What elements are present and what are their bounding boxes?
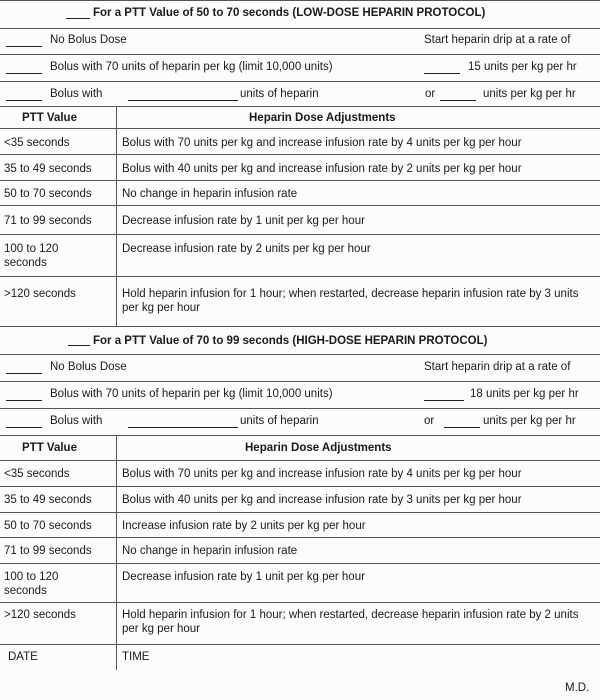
column-divider <box>116 181 117 205</box>
time-field[interactable]: TIME <box>122 651 150 663</box>
high-no-bolus-row <box>0 355 600 382</box>
dose-adjustment: Decrease infusion rate by 2 units per kg per hour <box>122 243 371 255</box>
high-bolus-custom-checkbox-blank[interactable] <box>6 427 42 428</box>
md-signature-label: M.D. <box>565 682 590 694</box>
low-table-header <box>0 107 600 129</box>
table-row <box>0 155 600 181</box>
column-divider <box>116 538 117 563</box>
dose-adjustment: No change in heparin infusion rate <box>122 545 298 557</box>
table-row <box>0 513 600 538</box>
table-row <box>0 235 600 277</box>
ptt-value: 35 to 49 seconds <box>4 163 92 175</box>
dose-adjustment: Bolus with 70 units per kg and increase infusion rate by 4 units per kg per hour <box>122 468 522 480</box>
ptt-value: 100 to 120 seconds <box>4 571 59 597</box>
high-title-row <box>0 327 600 355</box>
ptt-value: 71 to 99 seconds <box>4 215 92 227</box>
table-row <box>0 461 600 487</box>
column-divider <box>116 461 117 486</box>
low-title-row <box>0 0 600 29</box>
dose-adjustment: Bolus with 70 units per kg and increase infusion rate by 4 units per kg per hour <box>122 137 522 149</box>
low-bolus-units-field[interactable] <box>128 100 238 101</box>
low-bolus-with-label: Bolus with <box>50 88 103 100</box>
high-column-divider <box>116 436 117 460</box>
high-or-label: or <box>424 415 435 427</box>
high-no-bolus-label: No Bolus Dose <box>50 361 127 373</box>
low-no-bolus-label: No Bolus Dose <box>50 34 127 46</box>
column-divider <box>116 155 117 180</box>
high-title-blank[interactable] <box>68 345 90 346</box>
table-row <box>0 487 600 513</box>
low-rate-value: 15 units per kg per hr <box>468 61 577 73</box>
high-no-bolus-checkbox-blank[interactable] <box>6 373 42 374</box>
low-bolus-70-label: Bolus with 70 units of heparin per kg (limit 10,000 units) <box>50 61 333 73</box>
dose-adjustment: No change in heparin infusion rate <box>122 188 298 200</box>
low-col-ptt: PTT Value <box>22 112 77 124</box>
high-units-per-kg-hr-label: units per kg per hr <box>483 415 576 427</box>
high-rate-checkbox-blank[interactable] <box>424 400 464 401</box>
low-start-drip-label: Start heparin drip at a rate of <box>424 34 571 46</box>
low-title-blank[interactable] <box>66 18 90 19</box>
high-bolus-custom-row <box>0 409 600 436</box>
high-start-drip-label: Start heparin drip at a rate of <box>424 361 571 373</box>
table-row <box>0 181 600 206</box>
low-bolus-70-row <box>0 55 600 82</box>
column-divider <box>116 564 117 602</box>
signature-footer <box>0 645 600 700</box>
low-section-title: For a PTT Value of 50 to 70 seconds (LOW-DOSE HEPARIN PROTOCOL) <box>93 7 486 19</box>
low-units-per-kg-hr-label: units per kg per hr <box>483 88 576 100</box>
column-divider <box>116 277 117 326</box>
table-row <box>0 277 600 327</box>
table-row <box>0 129 600 155</box>
low-custom-rate-field[interactable] <box>440 100 476 101</box>
column-divider <box>116 206 117 234</box>
high-section-title: For a PTT Value of 70 to 99 seconds (HIGH-DOSE HEPARIN PROTOCOL) <box>93 335 488 347</box>
ptt-value: >120 seconds <box>4 288 76 300</box>
column-divider <box>116 129 117 154</box>
low-no-bolus-row <box>0 29 600 55</box>
ptt-value: >120 seconds <box>4 609 76 621</box>
high-rate-value: 18 units per kg per hr <box>470 388 579 400</box>
table-row <box>0 603 600 645</box>
high-bolus-units-field[interactable] <box>128 427 238 428</box>
high-col-ptt: PTT Value <box>22 442 77 454</box>
low-bolus-custom-checkbox-blank[interactable] <box>6 100 42 101</box>
ptt-value: 71 to 99 seconds <box>4 545 92 557</box>
dose-adjustment: Bolus with 40 units per kg and increase infusion rate by 2 units per kg per hour <box>122 163 522 175</box>
dose-adjustment: Hold heparin infusion for 1 hour; when restarted, decrease heparin infusion rate by 2 units per kg per hour <box>122 609 579 635</box>
date-field[interactable]: DATE <box>8 651 38 663</box>
column-divider <box>116 513 117 537</box>
high-bolus-70-row <box>0 382 600 409</box>
table-row <box>0 538 600 564</box>
table-row <box>0 564 600 603</box>
low-bolus-custom-row <box>0 82 600 107</box>
high-col-adjustments: Heparin Dose Adjustments <box>245 442 392 454</box>
column-divider <box>116 487 117 512</box>
low-bolus-70-checkbox-blank[interactable] <box>6 73 42 74</box>
ptt-value: <35 seconds <box>4 468 70 480</box>
high-units-heparin-label: units of heparin <box>240 415 319 427</box>
low-or-label: or <box>425 88 436 100</box>
ptt-value: 50 to 70 seconds <box>4 188 92 200</box>
dose-adjustment: Decrease infusion rate by 1 unit per kg per hour <box>122 215 365 227</box>
low-rate-checkbox-blank[interactable] <box>424 73 460 74</box>
dose-adjustment: Bolus with 40 units per kg and increase infusion rate by 3 units per kg per hour <box>122 494 522 506</box>
dose-adjustment: Hold heparin infusion for 1 hour; when restarted, decrease heparin infusion rate by 3 units per kg per hour <box>122 288 579 314</box>
high-bolus-70-label: Bolus with 70 units of heparin per kg (limit 10,000 units) <box>50 388 333 400</box>
ptt-value: 100 to 120 seconds <box>4 243 59 269</box>
dose-adjustment: Decrease infusion rate by 1 unit per kg per hour <box>122 571 365 583</box>
low-units-heparin-label: units of heparin <box>240 88 319 100</box>
ptt-value: 35 to 49 seconds <box>4 494 92 506</box>
low-column-divider <box>116 107 117 128</box>
footer-divider <box>116 645 117 670</box>
column-divider <box>116 235 117 276</box>
high-bolus-70-checkbox-blank[interactable] <box>6 400 42 401</box>
high-table-header <box>0 436 600 461</box>
high-bolus-with-label: Bolus with <box>50 415 103 427</box>
table-row <box>0 206 600 235</box>
low-col-adjustments: Heparin Dose Adjustments <box>249 112 396 124</box>
low-no-bolus-checkbox-blank[interactable] <box>6 46 42 47</box>
high-custom-rate-field[interactable] <box>444 427 480 428</box>
ptt-value: 50 to 70 seconds <box>4 520 92 532</box>
column-divider <box>116 603 117 644</box>
ptt-value: <35 seconds <box>4 137 70 149</box>
dose-adjustment: Increase infusion rate by 2 units per kg per hour <box>122 520 366 532</box>
